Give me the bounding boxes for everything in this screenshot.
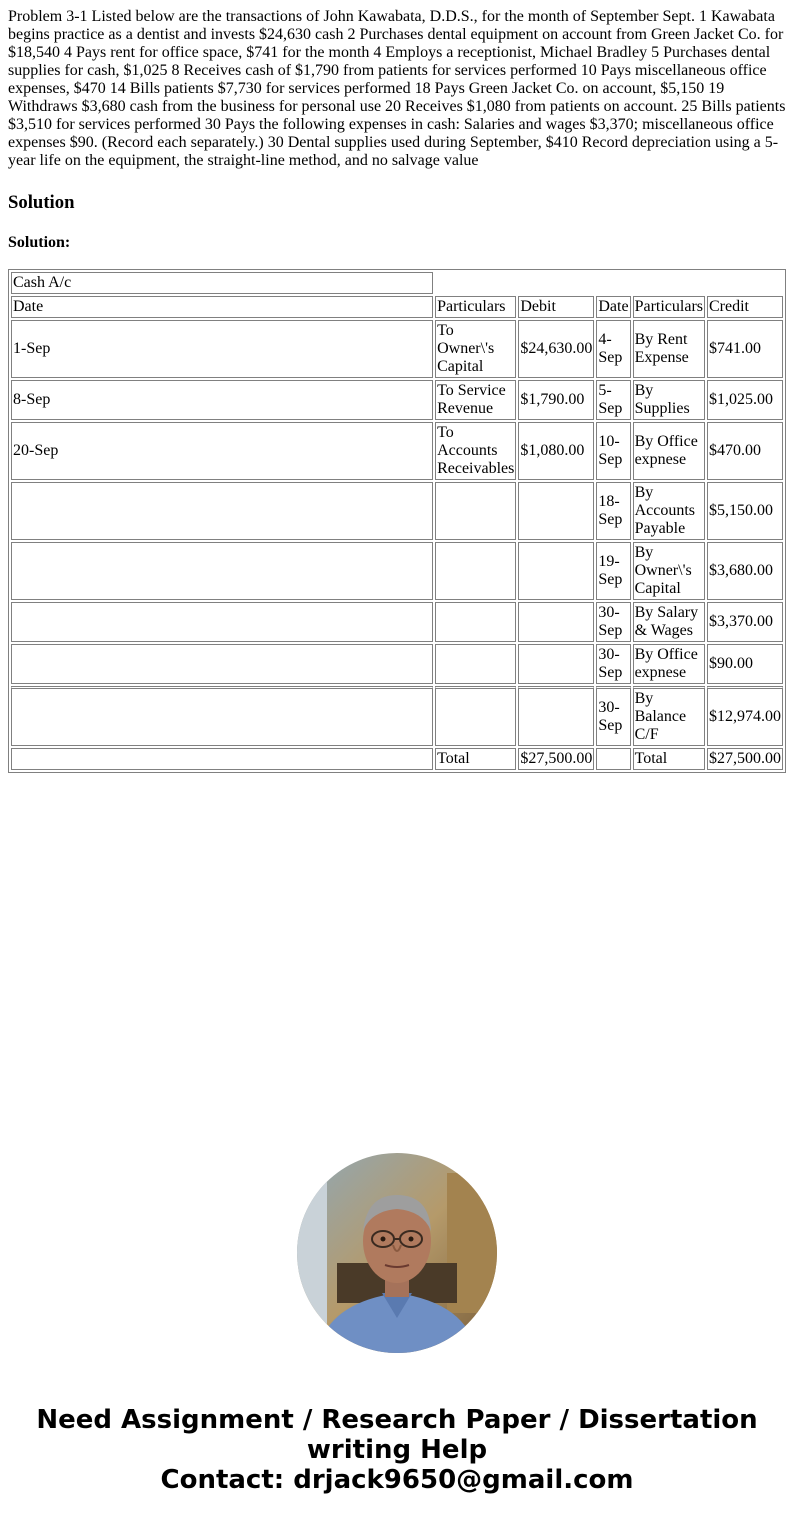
- totals-row: [11, 748, 783, 770]
- particulars-debit: To Accounts Receivables: [435, 422, 516, 480]
- date-debit: [11, 644, 433, 684]
- date-credit: 4-Sep: [596, 320, 630, 378]
- date-credit: 10-Sep: [596, 422, 630, 480]
- debit-amount: $24,630.00: [518, 320, 594, 378]
- date-debit: [11, 482, 433, 540]
- particulars-debit: To Owner\'s Capital: [435, 320, 516, 378]
- particulars-credit: By Salary & Wages: [633, 602, 705, 642]
- header-particulars-credit: Particulars: [633, 296, 705, 318]
- header-particulars-debit: Particulars: [435, 296, 516, 318]
- credit-amount: $1,025.00: [707, 380, 783, 420]
- particulars-credit: By Office expnese: [633, 644, 705, 684]
- table-row: [11, 602, 783, 642]
- footer-line-1: Need Assignment / Research Paper / Dissertation writing Help: [36, 1405, 758, 1465]
- particulars-debit: [435, 602, 516, 642]
- solution-heading: Solution: [8, 192, 75, 213]
- credit-amount: $5,150.00: [707, 482, 783, 540]
- debit-amount: $1,080.00: [518, 422, 594, 480]
- footer-promo: [0, 1405, 794, 1495]
- date-credit: 30-Sep: [596, 644, 630, 684]
- date-debit: [11, 542, 433, 600]
- particulars-debit: [435, 644, 516, 684]
- particulars-credit: By Office expnese: [633, 422, 705, 480]
- table-row: [11, 482, 783, 540]
- credit-amount: $3,680.00: [707, 542, 783, 600]
- table-row: [11, 542, 783, 600]
- total-particulars-credit: Total: [633, 748, 705, 770]
- particulars-debit: [435, 542, 516, 600]
- table-row: [11, 422, 783, 480]
- ledger-header-row: [11, 296, 783, 318]
- problem-text: Problem 3-1 Listed below are the transactions of John Kawabata, D.D.S., for the month of September Sept. 1 Kawabata begins practice as a dentist and invests $24,630 cash 2 Purchases dental equipment on account from Green Jacket Co. for $18,540 4 Pays rent for office space, $741 for the month 4 Employs a receptionist, Michael Bradley 5 Purchases dental supplies for cash, $1,025 8 Receives cash of $1,790 from patients for services performed 10 Pays miscellaneous office expenses, $470 14 Bills patients $7,730 for services performed 18 Pays Green Jacket Co. on account, $5,150 19 Withdraws $3,680 cash from the business for personal use 20 Receives $1,080 from patients on account. 25 Bills patients $3,510 for services performed 30 Pays the following expenses in cash: Salaries and wages $3,370; miscellaneous office expenses $90. (Record each separately.) 30 Dental supplies used during September, $410 Record depreciation using a 5-year life on the equipment, the straight-line method, and no salvage value: [8, 8, 786, 169]
- date-debit: 20-Sep: [11, 422, 433, 480]
- particulars-credit: By Rent Expense: [633, 320, 705, 378]
- date-credit: 18-Sep: [596, 482, 630, 540]
- date-debit: [11, 686, 433, 746]
- date-credit: 30-Sep: [596, 686, 630, 746]
- debit-amount: [518, 602, 594, 642]
- particulars-credit: By Accounts Payable: [633, 482, 705, 540]
- particulars-credit: By Supplies: [633, 380, 705, 420]
- header-date-debit: Date: [11, 296, 433, 318]
- ledger-title: Cash A/c: [11, 272, 433, 294]
- particulars-credit: By Balance C/F: [633, 686, 705, 746]
- header-date-credit: Date: [596, 296, 630, 318]
- date-credit: 19-Sep: [596, 542, 630, 600]
- table-row: [11, 320, 783, 378]
- credit-amount: $90.00: [707, 644, 783, 684]
- particulars-debit: [435, 686, 516, 746]
- author-avatar: [297, 1153, 497, 1353]
- table-row: [11, 644, 783, 684]
- date-debit: [11, 602, 433, 642]
- ledger-title-spacer: [435, 272, 783, 294]
- debit-amount: [518, 542, 594, 600]
- table-row: [11, 380, 783, 420]
- total-credit-amount: $27,500.00: [707, 748, 783, 770]
- date-debit: 1-Sep: [11, 320, 433, 378]
- table-row: [11, 686, 783, 746]
- particulars-credit: By Owner\'s Capital: [633, 542, 705, 600]
- author-photo-icon: [297, 1153, 497, 1353]
- total-debit-amount: $27,500.00: [518, 748, 594, 770]
- ledger-body: [11, 272, 783, 770]
- header-debit: Debit: [518, 296, 594, 318]
- credit-amount: $741.00: [707, 320, 783, 378]
- particulars-debit: [435, 482, 516, 540]
- credit-amount: $470.00: [707, 422, 783, 480]
- debit-amount: $1,790.00: [518, 380, 594, 420]
- debit-amount: [518, 686, 594, 746]
- ledger-title-row: [11, 272, 783, 294]
- particulars-debit: To Service Revenue: [435, 380, 516, 420]
- cash-ledger-table: [8, 269, 786, 773]
- debit-amount: [518, 644, 594, 684]
- total-date-debit: [11, 748, 433, 770]
- total-particulars-debit: Total: [435, 748, 516, 770]
- credit-amount: $12,974.00: [707, 686, 783, 746]
- date-credit: 5-Sep: [596, 380, 630, 420]
- date-debit: 8-Sep: [11, 380, 433, 420]
- header-credit: Credit: [707, 296, 783, 318]
- total-date-credit: [596, 748, 630, 770]
- footer-contact: Contact: drjack9650@gmail.com: [160, 1465, 634, 1495]
- solution-label: Solution:: [8, 234, 71, 251]
- credit-amount: $3,370.00: [707, 602, 783, 642]
- debit-amount: [518, 482, 594, 540]
- date-credit: 30-Sep: [596, 602, 630, 642]
